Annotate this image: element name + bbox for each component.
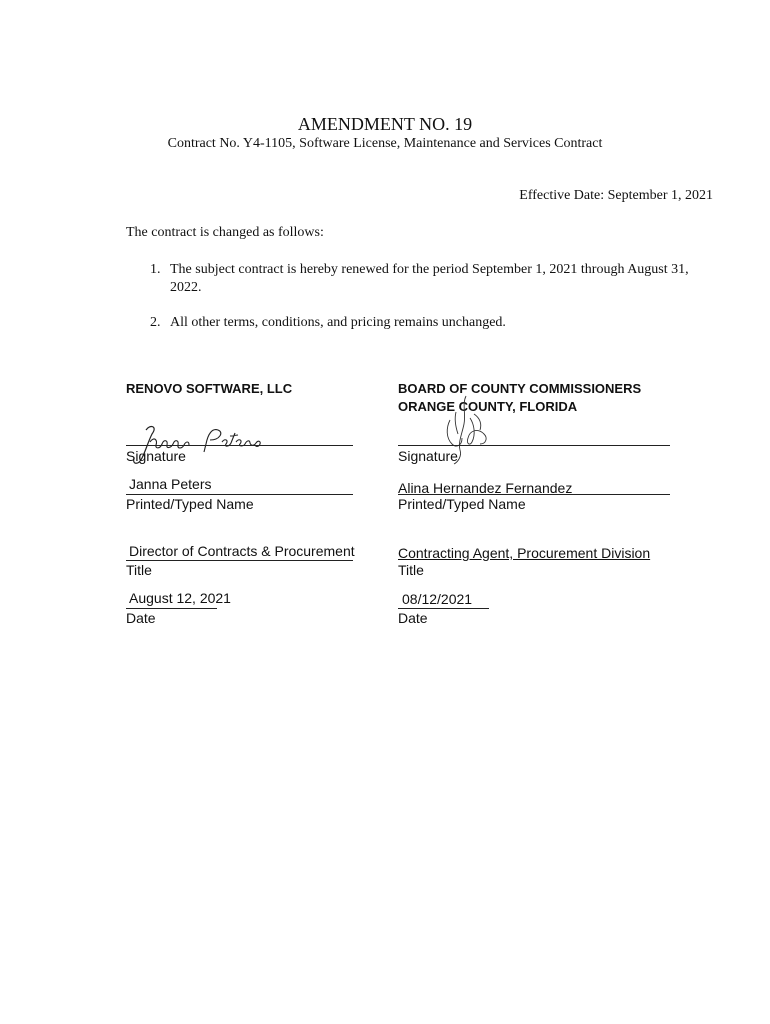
item-text: The subject contract is hereby renewed for the period September 1, 2021 through August 31, 2022. xyxy=(170,262,689,295)
item-number: 2. xyxy=(150,315,161,330)
intro-text: The contract is changed as follows: xyxy=(126,225,324,240)
amendment-item xyxy=(150,261,720,301)
right-signature-label: Signature xyxy=(398,448,458,464)
left-printed-name-line xyxy=(126,494,353,495)
right-printed-name: Alina Hernandez Fernandez xyxy=(398,480,573,496)
right-party-name-line2: ORANGE COUNTY, FLORIDA xyxy=(398,399,578,414)
right-party-name-line1: BOARD OF COUNTY COMMISSIONERS xyxy=(398,381,642,396)
left-printed-name: Janna Peters xyxy=(129,476,212,492)
left-date-line xyxy=(126,608,217,609)
item-number: 1. xyxy=(150,262,161,277)
left-signature-label: Signature xyxy=(126,448,186,464)
right-date-value: 08/12/2021 xyxy=(402,591,473,607)
document-title: AMENDMENT NO. 19 xyxy=(297,114,473,134)
right-printed-name-line xyxy=(398,494,670,495)
amendment-item xyxy=(150,314,720,334)
right-signature-line xyxy=(398,445,670,446)
right-title-value: Contracting Agent, Procurement Division xyxy=(398,545,651,561)
left-date-label: Date xyxy=(126,610,156,626)
right-printed-name-label: Printed/Typed Name xyxy=(398,496,526,512)
right-date-line xyxy=(398,608,489,609)
left-printed-name-label: Printed/Typed Name xyxy=(126,496,254,512)
right-title-label: Title xyxy=(398,562,424,578)
left-title-value: Director of Contracts & Procurement xyxy=(129,543,355,559)
contract-subtitle: Contract No. Y4-1105, Software License, Maintenance and Services Contract xyxy=(167,136,603,151)
left-party-name: RENOVO SOFTWARE, LLC xyxy=(126,381,293,396)
left-signature-line xyxy=(126,445,353,446)
item-text: All other terms, conditions, and pricing remains unchanged. xyxy=(170,315,506,330)
left-date-value: August 12, 2021 xyxy=(129,590,231,606)
right-date-label: Date xyxy=(398,610,428,626)
left-title-label: Title xyxy=(126,562,152,578)
left-title-line xyxy=(126,560,353,561)
effective-date: Effective Date: September 1, 2021 xyxy=(519,188,713,203)
